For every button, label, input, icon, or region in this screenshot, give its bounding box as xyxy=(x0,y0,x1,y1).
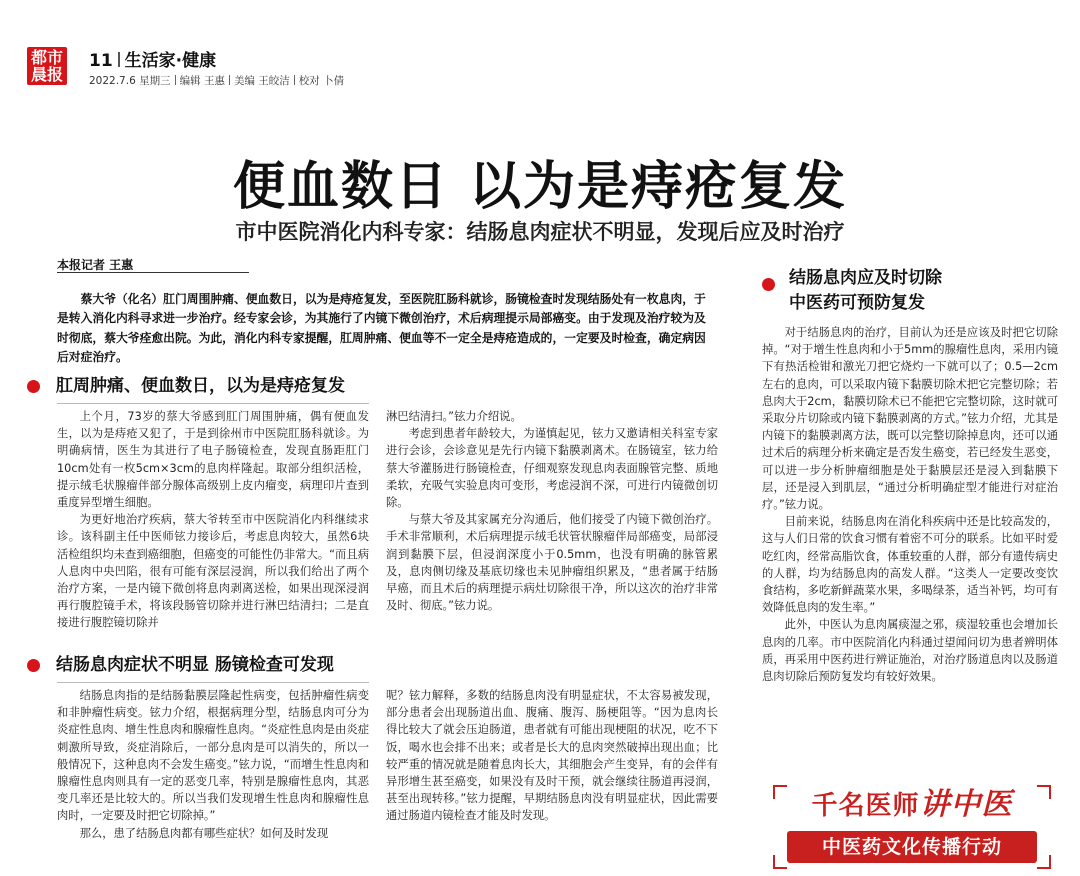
issue-date: 2022.7.6 xyxy=(89,75,136,87)
byline-rule xyxy=(57,272,249,273)
banner-line1-a: 千名医师 xyxy=(811,791,920,821)
paragraph: 呢？铉力解释，多数的结肠息肉没有明显症状，不太容易被发现，部分患者会出现肠道出血、腹痛、腹泻、肠梗阻等。“因为息肉长得比较大了就会压迫肠道，患者就有可能出现梗阻的状况，吃不下饭，喝水也会排不出来；或者是长大的息肉突然破掉出现出血；比较严重的情况就是随着息肉长大，其细胞会产生变异，有的会伴有异形增生甚至癌变，如果没有及时干预，就会继续往肠道再浸润，甚至出现转移。”铉力提醒，早期结肠息肉没有明显症状，因此需要通过肠道内镜检查才能及时发现。 xyxy=(386,689,718,823)
bullet-dot-icon xyxy=(762,278,775,291)
section-2-rule xyxy=(57,682,369,683)
section-1-heading xyxy=(27,374,345,399)
editor: 编辑 王惠 xyxy=(179,75,225,87)
section-3-title-line2: 中医药可预防复发 xyxy=(789,293,925,313)
paragraph: 为更好地治疗疾病，蔡大爷转至市中医院消化内科继续求诊。该科副主任中医师铉力接诊后，考虑息肉较大，虽然6块活检组织均未查到癌细胞，但癌变的可能性仍非常大。“而且病人息肉中央凹陷，很有可能有深层浸润，所以我们给出了两个治疗方案，一是内镜下微创将息肉剥离送检，如果出现深浸润再行腹腔镜手术，将该段肠管切除并进行淋巴结清扫；二是直接进行腹腔镜切除并 xyxy=(57,513,369,630)
section-2-column-1 xyxy=(57,687,369,842)
section-2-column-2 xyxy=(386,687,718,825)
paragraph: 淋巴结清扫。”铉力介绍说。 xyxy=(386,410,522,423)
paragraph: 对于结肠息肉的治疗，目前认为还是应该及时把它切除掉。“对于增生性息肉和小于5mm的腺瘤性息肉，采用内镜下有热活检钳和激光刀把它烧灼一下就可以了；0.5—2cm左右的息肉，可以采取内镜下黏膜切除术把它完整切除；若息肉大于2cm，黏膜切除术已不能把它完整切除，这时就可采取分片切除或内镜下黏膜剥离的方式。”铉力介绍，尤其是内镜下的黏膜剥离方法，既可以完整切除掉息肉，还可以通过术后的病理分析来确定是否发生癌变，若已经发生恶变，可以进一步分析肿瘤细胞是处于黏膜层还是浸入到黏膜下层，还是浸入到肌层，“通过分析明确症型才能进行对症治疗。”铉力说。 xyxy=(762,326,1058,512)
section-1-rule xyxy=(57,403,369,404)
paragraph: 上个月，73岁的蔡大爷感到肛门周围肿痛，偶有便血发生，以为是痔疮又犯了，于是到徐州市中医院肛肠科就诊。为明确病情，医生为其进行了电子肠镜检查，发现直肠距肛门10cm处有一枚5cm×3cm的息肉样隆起。取部分组织活检，提示绒毛状腺瘤伴部分腺体高级别上皮内瘤变，病理印片查到重度异型增生细胞。 xyxy=(57,410,369,510)
section-1-title: 肛周肿痛、便血数日，以为是痔疮复发 xyxy=(56,376,345,396)
issue-meta xyxy=(89,73,344,88)
logo-line1: 都市 xyxy=(30,48,63,67)
section-2-heading xyxy=(27,653,334,678)
page-header xyxy=(89,46,216,71)
header-divider xyxy=(118,52,120,67)
banner-line1 xyxy=(773,783,1051,827)
paragraph: 那么，患了结肠息肉都有哪些症状？如何及时发现 xyxy=(79,826,329,840)
issue-weekday: 星期三 xyxy=(139,75,171,87)
paragraph: 此外，中医认为息肉属痰湿之邪，痰湿较重也会增加长息肉的几率。市中医院消化内科通过望闻问切为患者辨明体质，再采用中医药进行辨证施治，对治疗肠道息肉以及肠道息肉切除后预防复发均有较好效果。 xyxy=(762,618,1058,684)
proofreader: 校对 卜倩 xyxy=(298,75,345,87)
paragraph: 结肠息肉指的是结肠黏膜层隆起性病变，包括肿瘤性病变和非肿瘤性病变。铉力介绍，根据病理分型，结肠息肉可分为炎症性息肉、增生性息肉和腺瘤性息肉。“炎症性息肉是由炎症刺激所导致，炎症消除后，一部分息肉是可以消失的，所以一般情况下，这种息肉不会发生癌变。”铉力说，“而增生性息肉和腺瘤性息肉则具有一定的恶变几率，特别是腺瘤性息肉，其恶变几率还是比较大的。所以当我们发现增生性息肉和腺瘤性息肉时，一定要及时把它切除掉。” xyxy=(57,689,369,823)
campaign-banner xyxy=(773,783,1051,869)
section-name: 生活家·健康 xyxy=(124,51,217,71)
bullet-dot-icon xyxy=(27,380,40,393)
logo-line2: 晨报 xyxy=(30,65,63,84)
section-1-column-2 xyxy=(386,408,718,614)
paragraph: 考虑到患者年龄较大，为谨慎起见，铉力又邀请相关科室专家进行会诊，会诊意见是先行内镜下黏膜剥离术。在肠镜室，铉力给蔡大爷灌肠进行肠镜检查，仔细观察发现息肉表面腺管完整、质地柔软，充吸气实验息肉可变形，考虑浸润不深，可进行内镜微创切除。 xyxy=(386,427,718,510)
section-3-heading xyxy=(762,266,942,316)
section-2-title: 结肠息肉症状不明显 肠镜检查可发现 xyxy=(56,655,334,675)
banner-line2: 中医药文化传播行动 xyxy=(787,831,1037,863)
page-number: 11 xyxy=(89,51,113,71)
section-3-column xyxy=(762,324,1058,685)
newspaper-logo xyxy=(27,47,67,85)
paragraph: 与蔡大爷及其家属充分沟通后，他们接受了内镜下微创治疗。手术非常顺利，术后病理提示绒毛状管状腺瘤伴局部癌变，局部浸润到黏膜下层，但浸润深度小于0.5mm，也没有明确的脉管累及，息肉侧切缘及基底切缘也未见肿瘤组织累及，“患者属于结肠早癌，而且术后的病理提示病灶切除很干净，所以这次的治疗非常及时、彻底。”铉力说。 xyxy=(386,513,718,613)
bullet-dot-icon xyxy=(27,659,40,672)
designer: 美编 王皎洁 xyxy=(233,75,290,87)
subtitle: 市中医院消化内科专家：结肠息肉症状不明显，发现后应及时治疗 xyxy=(235,220,845,244)
section-3-title-line1: 结肠息肉应及时切除 xyxy=(789,268,942,288)
lead-paragraph: 蔡大爷（化名）肛门周围肿痛、便血数日，以为是痔疮复发，至医院肛肠科就诊，肠镜检查时发现结肠处有一枚息肉，于是转入消化内科寻求进一步治疗。经专家会诊，为其施行了内镜下微创治疗，术后病理提示局部癌变。由于发现及治疗较为及时彻底，蔡大爷痊愈出院。为此，消化内科专家提醒，肛周肿痛、便血等不一定全是痔疮造成的，一定要及时检查，确定病因后对症治疗。 xyxy=(57,292,706,365)
byline: 本报记者 王惠 xyxy=(57,258,134,272)
banner-line1-b: 讲中医 xyxy=(919,787,1013,822)
headline: 便血数日 以为是痔疮复发 xyxy=(232,157,848,217)
section-1-column-1 xyxy=(57,408,369,632)
paragraph: 目前来说，结肠息肉在消化科疾病中还是比较高发的，这与人们日常的饮食习惯有着密不可分的联系。比如平时爱吃红肉，经常高脂饮食，体重较重的人群，部分有遗传病史的人群，均为结肠息肉的高发人群。“这类人一定要改变饮食结构，多吃新鲜蔬菜水果，多喝绿茶，适当补钙，均可有效降低息肉的发生率。” xyxy=(762,515,1058,615)
